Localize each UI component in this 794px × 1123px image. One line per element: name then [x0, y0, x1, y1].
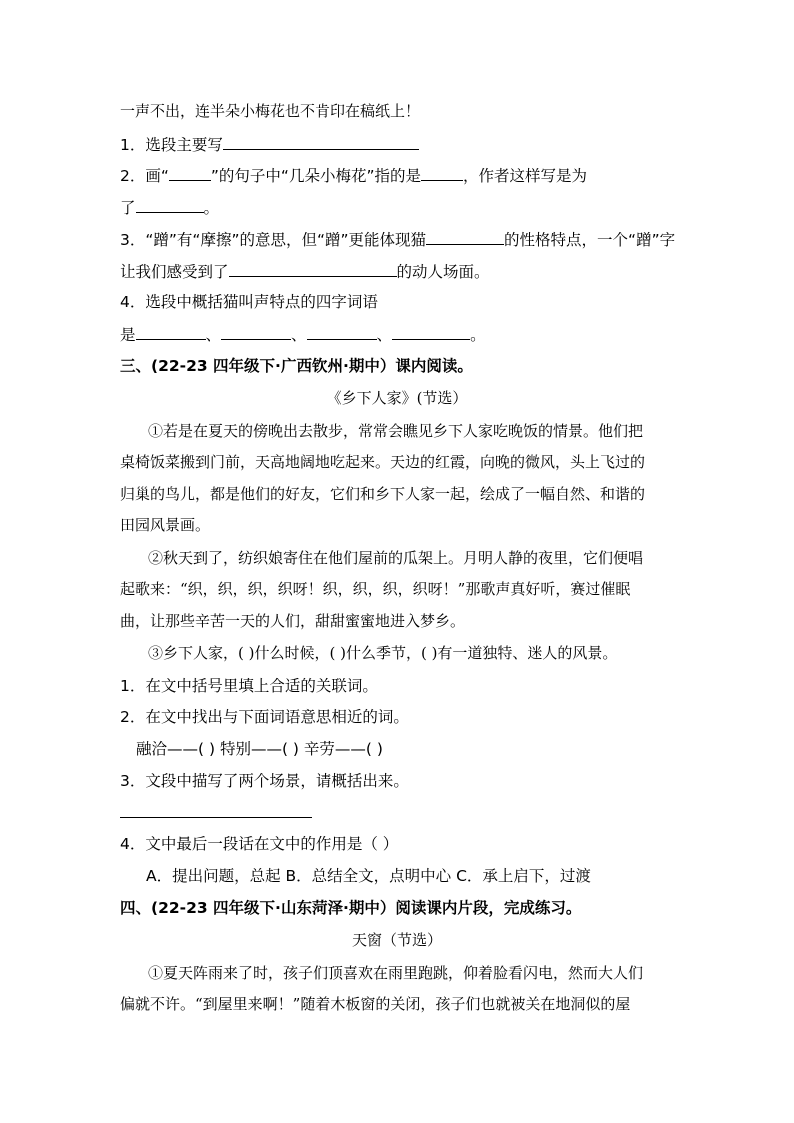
question-2-2: [120, 165, 587, 186]
paragraph-1-line: ①若是在夏天的傍晚出去散步，常常会瞧见乡下人家吃晚饭的情景。他们把: [148, 422, 644, 440]
question-2-3-continued: [120, 261, 490, 282]
separator: 、: [205, 326, 222, 344]
question-text: 2．画“: [120, 167, 169, 185]
answer-blank[interactable]: [223, 134, 419, 150]
section-3-heading: 三、(22-23 四年级下·广西钦州·期中）课内阅读。: [120, 357, 473, 375]
answer-line[interactable]: [120, 817, 312, 818]
paragraph-2-line: ②秋天到了，纺织娘寄住在他们屋前的瓜架上。月明人静的夜里，它们便唱: [148, 549, 644, 567]
question-3-4: 4．文中最后一段话在文中的作用是（ ）: [120, 835, 399, 853]
answer-blank[interactable]: [136, 197, 204, 213]
answer-blank[interactable]: [221, 324, 291, 340]
question-2-1: [120, 134, 419, 155]
question-3-2-words: 融洽——( ) 特别——( ) 辛劳——( ): [136, 740, 383, 758]
question-text: 4．选段中概括猫叫声特点的四字词语: [120, 293, 378, 311]
separator: 、: [291, 326, 307, 344]
question-text: 的性格特点，一个“蹭”字: [504, 231, 676, 249]
question-text: ，作者这样写是为: [463, 167, 588, 185]
question-text: 3．“蹭”有“摩擦”的意思，但“蹭”更能体现猫: [120, 231, 427, 249]
question-text: 让我们感受到了: [120, 263, 229, 281]
answer-blank[interactable]: [229, 261, 397, 277]
question-2-4: [120, 292, 378, 312]
answer-blank[interactable]: [426, 229, 504, 245]
answer-blank[interactable]: [421, 165, 463, 181]
paragraph-3-line: ③乡下人家，( )什么时候，( )什么季节，( )有一道独特、迷人的风景。: [148, 644, 618, 662]
passage-title: 天窗（节选）: [351, 931, 442, 949]
paragraph-1-line: 偏就不许。“到屋里来啊！”随着木板窗的关闭，孩子们也就被关在地洞似的屋: [120, 995, 631, 1013]
answer-blank[interactable]: [169, 165, 211, 181]
previous-passage-ending: 一声不出，连半朵小梅花也不肯印在稿纸上！: [120, 102, 421, 120]
question-2-4-continued: [120, 324, 486, 345]
answer-blank[interactable]: [307, 324, 377, 340]
question-2-2-continued: [120, 197, 219, 218]
paragraph-1-line: 归巢的鸟儿，都是他们的好友，它们和乡下人家一起，绘成了一幅自然、和谐的: [120, 485, 646, 503]
question-text: ”的句子中“几朵小梅花”指的是: [210, 167, 421, 185]
answer-blank[interactable]: [136, 324, 206, 340]
section-4-heading: 四、(22-23 四年级下·山东菏泽·期中）阅读课内片段，完成练习。: [120, 899, 582, 917]
question-3-4-options: A．提出问题，总起 B．总结全文，点明中心 C．承上启下，过渡: [146, 867, 591, 885]
question-3-3: 3．文段中描写了两个场景，请概括出来。: [120, 772, 409, 790]
answer-blank[interactable]: [392, 324, 470, 340]
question-text: 。: [203, 199, 220, 217]
paragraph-1-line: ①夏天阵雨来了时，孩子们顶喜欢在雨里跑跳，仰着脸看闪电，然而大人们: [148, 964, 644, 982]
separator: 。: [470, 326, 486, 344]
question-2-3: [120, 229, 675, 250]
question-3-2: 2．在文中找出与下面词语意思相近的词。: [120, 708, 409, 726]
question-text: 了: [120, 199, 136, 217]
passage-title: 《乡下人家》(节选）: [326, 389, 468, 407]
paragraph-1-line: 桌椅饭菜搬到门前，天高地阔地吃起来。天边的红霞，向晚的微风，头上飞过的: [120, 453, 646, 471]
question-text: 是: [120, 326, 136, 344]
paragraph-1-line: 田园风景画。: [120, 516, 211, 534]
question-text: 的动人场面。: [396, 263, 490, 281]
paragraph-2-line: 曲，让那些辛苦一天的人们，甜甜蜜蜜地进入梦乡。: [120, 612, 466, 630]
paragraph-2-line: 起歌来：“织，织，织，织呀！织，织，织，织呀！”那歌声真好听，赛过催眠: [120, 580, 631, 598]
separator: 、: [376, 326, 393, 344]
question-text: 1．选段主要写: [120, 136, 223, 154]
question-3-1: 1．在文中括号里填上合适的关联词。: [120, 677, 378, 695]
